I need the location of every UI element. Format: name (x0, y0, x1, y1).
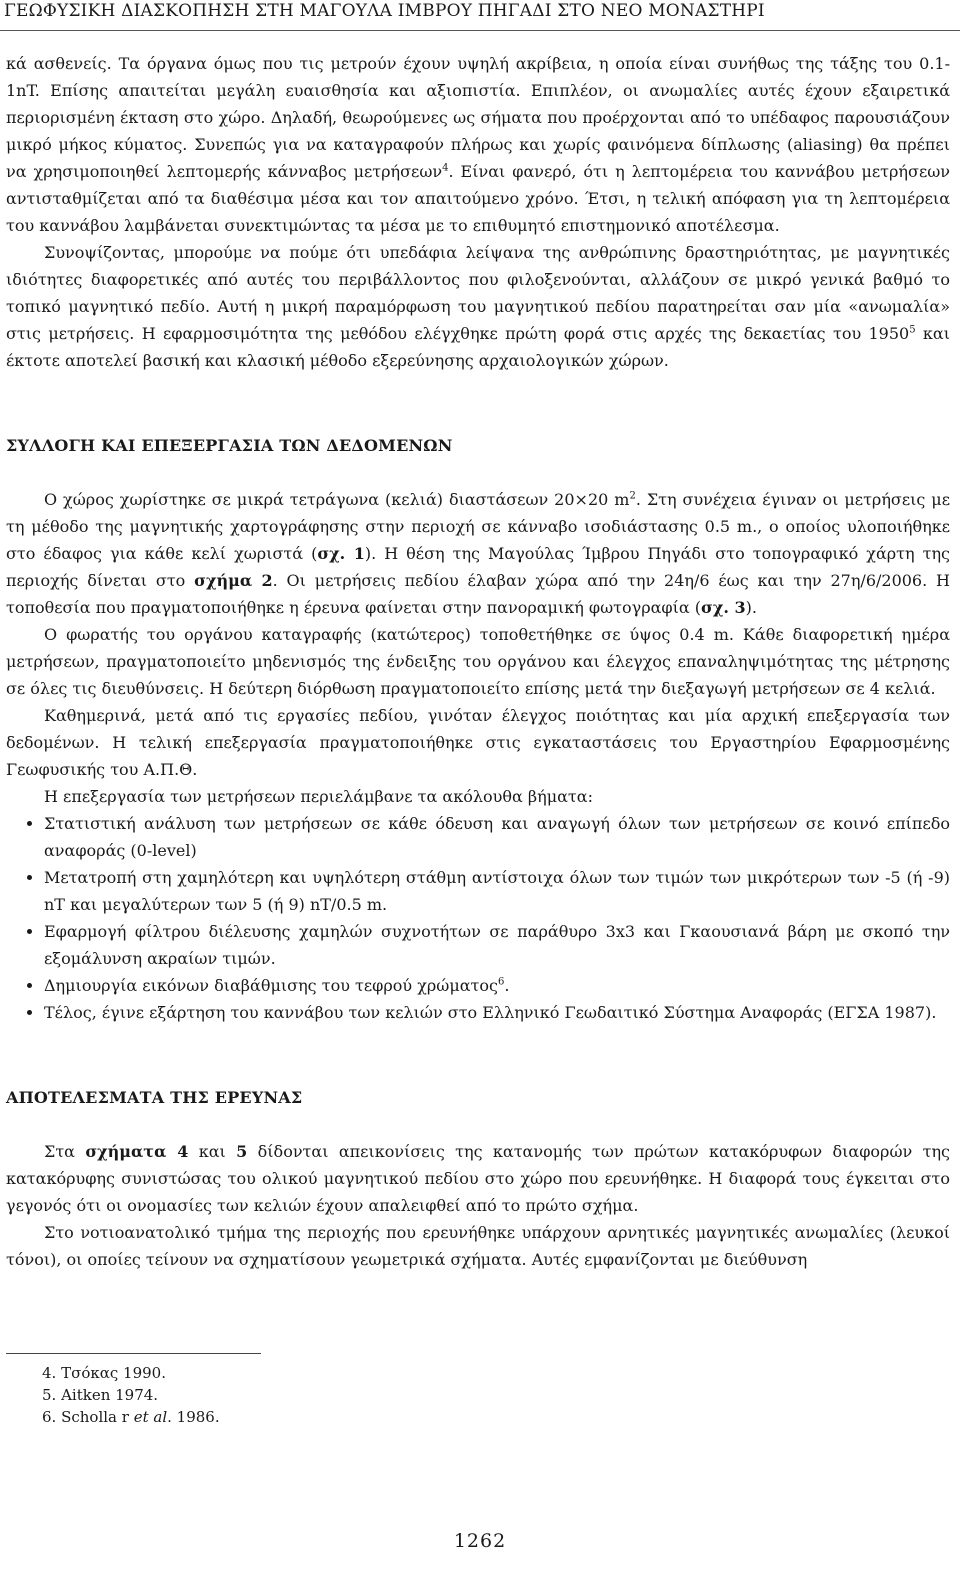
paragraph: κά ασθενείς. Τα όργανα όμως που τις μετρούν έχουν υψηλή ακρίβεια, η οποία είναι συνήθως της τάξης του 0.1-1nT. Επίσης απαιτείται μεγάλη ευαισθησία και αξιοπιστία. Επιπλέον, οι ανωμαλίες αυτές έχουν εξαιρετικά περιορισμένη έκταση στο χώρο. Δηλαδή, θεωρούμενες ως σήματα που προέρχονται από το υπέδαφος παρουσιάζουν μικρό μήκος κύματος. Συνεπώς για να καταγραφούν πλήρως και χωρίς φαινόμενα δίπλωσης (aliasing) θα πρέπει να χρησιμοποιηθεί λεπτομερής κάνναβος μετρήσεων$^4$. Είναι φανερό, ότι η λεπτομέρεια του καννάβου μετρήσεων αντισταθμίζεται από τα διαθέσιμα μέσα και τον απαιτούμενο χρόνο. Έτσι, η τελική απόφαση για τη λεπτομέρεια του καννάβου λαμβάνεται συνεκτιμώντας τα μέσα με το επιθυμητό επιστημονικό αποτέλεσμα. (6, 54, 950, 235)
paragraph: Στο νοτιοανατολικό τμήμα της περιοχής που ερευνήθηκε υπάρχουν αρνητικές μαγνητικές ανωμαλίες (λευκοί τόνοι), οι οποίες τείνουν να σχηματίσουν γεωμετρικά σχήματα. Αυτές εμφανίζονται με διεύθυνση (6, 1223, 950, 1269)
article-body (6, 50, 950, 1273)
running-head: ΓΕΩΦΥΣΙΚΗ ΔΙΑΣΚΟΠΗΣΗ ΣΤΗ ΜΑΓΟΥΛΑ ΙΜΒΡΟΥ ΠΗΓΑΔΙ ΣΤΟ ΝΕΟ ΜΟΝΑΣΤΗΡΙ (4, 1, 765, 21)
paragraph: Ο χώρος χωρίστηκε σε μικρά τετράγωνα (κελιά) διαστάσεων 20×20 $m^2$. Στη συνέχεια έγιναν οι μετρήσεις με τη μέθοδο της μαγνητικής χαρτογράφησης στην περιοχή σε κάνναβο ισοδιάστασης 0.5 m., ο οποίος υλοποιήθηκε στο έδαφος για κάθε κελί χωριστά (σχ. 1). Η θέση της Μαγούλας Ίμβρου Πηγάδι στο τοπογραφικό χάρτη της περιοχής δίνεται στο σχήμα 2. Οι μετρήσεις πεδίου έλαβαν χώρα από την 24η/6 έως και την 27η/6/2006. Η τοποθεσία που πραγματοποιήθηκε η έρευνα φαίνεται στην πανοραμική φωτογραφία (σχ. 3). (6, 490, 951, 617)
paragraph: Καθημερινά, μετά από τις εργασίες πεδίου, γινόταν έλεγχος ποιότητας και μία αρχική επεξεργασία των δεδομένων. Η τελική επεξεργασία πραγματοποιήθηκε στις εγκαταστάσεις του Εργαστηρίου Εφαρμοσμένης Γεωφυσικής του Α.Π.Θ. (6, 706, 950, 779)
footnote-ref[interactable]: 4 (442, 162, 449, 174)
paragraph: Συνοψίζοντας, μπορούμε να πούμε ότι υπεδάφια λείψανα της ανθρώπινης δραστηριότητας, με μαγνητικές ιδιότητες διαφορετικές από αυτές του περιβάλλοντος που φιλοξενούνται, αλλάζουν σε μικρό γενικά βαθμό το τοπικό μαγνητικό πεδίο. Αυτή η μικρή παραμόρφωση του μαγνητικού πεδίου παρατηρείται σαν μία «ανωμαλία» στις μετρήσεις. Η εφαρμοσιμότητα της μεθόδου ελέγχθηκε πρώτη φορά στις αρχές της δεκαετίας του 1950$^5$ και έκτοτε αποτελεί βασική και κλασική μέθοδο εξερεύνησης αρχαιολογικών χώρων. (6, 243, 950, 370)
footnote: 6. Scholla r et al. 1986. (42, 1408, 220, 1426)
list-item: • Μετατροπή στη χαμηλότερη και υψηλότερη στάθμη αντίστοιχα όλων των τιμών των μικρότερων των -5 (ή -9) nT και μεγαλύτερων των 5 (ή 9) nT/0.5 m. (44, 864, 950, 918)
paragraph: Ο φωρατής του οργάνου καταγραφής (κατώτερος) τοποθετήθηκε σε ύψος 0.4 m. Κάθε διαφορετική ημέρα μετρήσεων, πραγματοποιείτο μηδενισμός της ένδειξης του οργάνου και έλεγχος επαναληψιμότητας της μέτρησης σε όλες τις διευθύνσεις. Η δεύτερη διόρθωση πραγματοποιείτο επίσης μετά την διεξαγωγή μετρήσεων σε 4 κελιά. (6, 625, 950, 698)
figure-ref[interactable]: 5 (236, 1142, 248, 1161)
page-number: 1262 (453, 1530, 507, 1552)
list-item: • Στατιστική ανάλυση των μετρήσεων σε κάθε όδευση και αναγωγή όλων των μετρήσεων σε κοινό επίπεδο αναφοράς (0-level) (44, 810, 950, 864)
processing-steps-list (6, 810, 950, 1026)
footnote: 4. Τσόκας 1990. (42, 1364, 166, 1382)
footnotes (42, 1362, 220, 1428)
header-rule (0, 30, 960, 31)
list-item: • Δημιουργία εικόνων διαβάθμισης του τεφρού χρώματος$^6$. (44, 972, 950, 999)
footnote-rule (6, 1353, 261, 1354)
footnote-ref[interactable]: 6 (498, 976, 505, 988)
list-item: • Τέλος, έγινε εξάρτηση του καννάβου των κελιών στο Ελληνικό Γεωδαιτικό Σύστημα Αναφοράς (ΕΓΣΑ 1987). (44, 999, 950, 1026)
footnote: 5. Aitken 1974. (42, 1386, 159, 1404)
figure-ref[interactable]: σχήμα 2 (194, 571, 273, 590)
figure-ref[interactable]: σχ. 3 (701, 598, 746, 617)
section-heading: ΑΠΟΤΕΛΕΣΜΑΤΑ ΤΗΣ ΕΡΕΥΝΑΣ (6, 1088, 303, 1107)
paragraph: Η επεξεργασία των μετρήσεων περιελάμβανε τα ακόλουθα βήματα: (44, 787, 593, 806)
footnote-ref[interactable]: 5 (909, 324, 916, 336)
list-item: • Εφαρμογή φίλτρου διέλευσης χαμηλών συχνοτήτων σε παράθυρο 3x3 και Γκαουσιανά βάρη με σκοπό την εξομάλυνση ακραίων τιμών. (44, 918, 950, 972)
paragraph: Στα σχήματα 4 και 5 δίδονται απεικονίσεις της κατανομής των πρώτων κατακόρυφων διαφορών της κατακόρυφης συνιστώσας του ολικού μαγνητικού πεδίου στο χώρο που ερευνήθηκε. Η διαφορά τους έγκειται στο γεγονός ότι οι ονομασίες των κελιών έχουν απαλειφθεί από το πρώτο σχήμα. (6, 1142, 950, 1215)
section-heading: ΣΥΛΛΟΓΗ ΚΑΙ ΕΠΕΞΕΡΓΑΣΙΑ ΤΩΝ ΔΕΔΟΜΕΝΩΝ (6, 436, 453, 455)
superscript: 2 (629, 490, 636, 502)
figure-ref[interactable]: σχ. 1 (317, 544, 365, 563)
figure-ref[interactable]: σχήματα 4 (85, 1142, 189, 1161)
